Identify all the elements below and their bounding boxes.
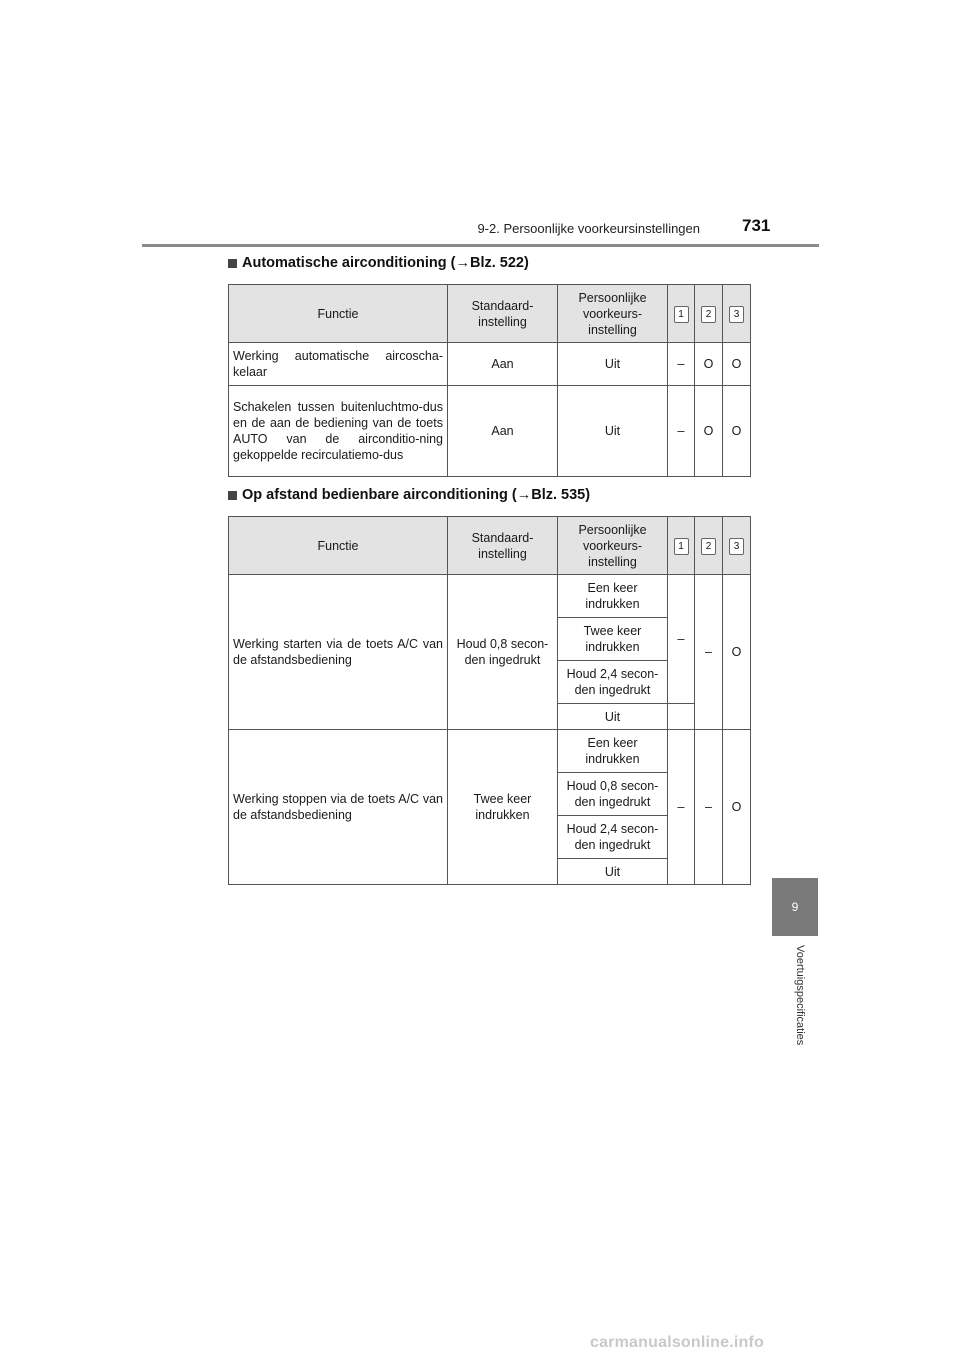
table-header-row [229,517,751,575]
number-2-icon: 2 [701,306,716,323]
watermark: carmanualsonline.info [590,1334,765,1351]
header-standaard: Standaard-instelling [448,285,558,343]
header-col-3 [723,285,751,343]
cell-col-3: O [723,343,751,386]
chapter-tab-label: Voertuigspecificaties [794,945,806,1046]
cell-functie: Werking starten via de toets A/C van de afstandsbediening [229,575,448,730]
section-title-remote-ac [228,487,590,503]
square-bullet-icon [228,259,237,268]
header-col-1 [668,517,695,575]
cell-col-1: – [668,386,695,477]
header-persoonlijk: Persoonlijke voorkeurs-instelling [558,285,668,343]
header-divider [142,244,819,247]
number-1-icon: 1 [674,538,689,555]
page-number: 731 [742,216,771,235]
header-col-2 [695,517,723,575]
table-automatic-ac [228,284,751,477]
header-standaard: Standaard-instelling [448,517,558,575]
cell-option: Houd 2,4 secon-den ingedrukt [558,661,668,704]
cell-persoonlijk: Uit [558,386,668,477]
header-functie: Functie [229,517,448,575]
header-col-1 [668,285,695,343]
table-remote-ac [228,516,751,885]
cell-col-2: O [695,343,723,386]
number-3-icon: 3 [729,538,744,555]
header-col-2 [695,285,723,343]
table-row [229,730,751,773]
section-title-text: Op afstand bedienbare airconditioning ( [242,487,517,503]
cell-functie: Werking stoppen via de toets A/C van de afstandsbediening [229,730,448,885]
table-header-row [229,285,751,343]
cell-col-2: O [695,386,723,477]
cell-col-3: O [723,730,751,885]
cell-col-3: O [723,575,751,730]
header-persoonlijk: Persoonlijke voorkeurs-instelling [558,517,668,575]
table-row [229,343,751,386]
chapter-tab-number: 9 [772,878,818,936]
cell-option: Houd 2,4 secon-den ingedrukt [558,816,668,859]
table-row [229,575,751,618]
cell-standaard: Aan [448,343,558,386]
arrow-right-icon: → [516,487,532,503]
cell-option: Een keer indrukken [558,730,668,773]
cell-option: Houd 0,8 secon-den ingedrukt [558,773,668,816]
section-title-automatic-ac [228,255,529,271]
number-3-icon: 3 [729,306,744,323]
header-functie: Functie [229,285,448,343]
cell-option: Twee keer indrukken [558,618,668,661]
header-section-title: 9-2. Persoonlijke voorkeursinstellingen [477,221,700,236]
cell-col-3: O [723,386,751,477]
cell-col-1: – [668,575,695,704]
cell-persoonlijk: Uit [558,343,668,386]
cell-standaard: Aan [448,386,558,477]
number-1-icon: 1 [674,306,689,323]
cell-standaard: Houd 0,8 secon-den ingedrukt [448,575,558,730]
number-2-icon: 2 [701,538,716,555]
cell-option: Uit [558,859,668,885]
cell-option: Een keer indrukken [558,575,668,618]
square-bullet-icon [228,491,237,500]
cell-standaard: Twee keer indrukken [448,730,558,885]
section-title-text: Automatische airconditioning ( [242,255,456,271]
section-ref: Blz. 535) [531,487,591,503]
cell-option: Uit [558,704,668,730]
cell-col-1: – [668,343,695,386]
cell-col-2: – [695,730,723,885]
cell-col-2: – [695,575,723,730]
cell-functie: Werking automatische aircoscha-kelaar [229,343,448,386]
arrow-right-icon: → [455,255,470,271]
section-ref: Blz. 522) [469,255,529,271]
table-row [229,386,751,477]
header-col-3 [723,517,751,575]
cell-col-1: – [668,730,695,885]
cell-functie: Schakelen tussen buitenluchtmo-dus en de aan de bediening van de toets AUTO van de airconditio-ning gekoppelde recirculatiemo-dus [229,386,448,477]
